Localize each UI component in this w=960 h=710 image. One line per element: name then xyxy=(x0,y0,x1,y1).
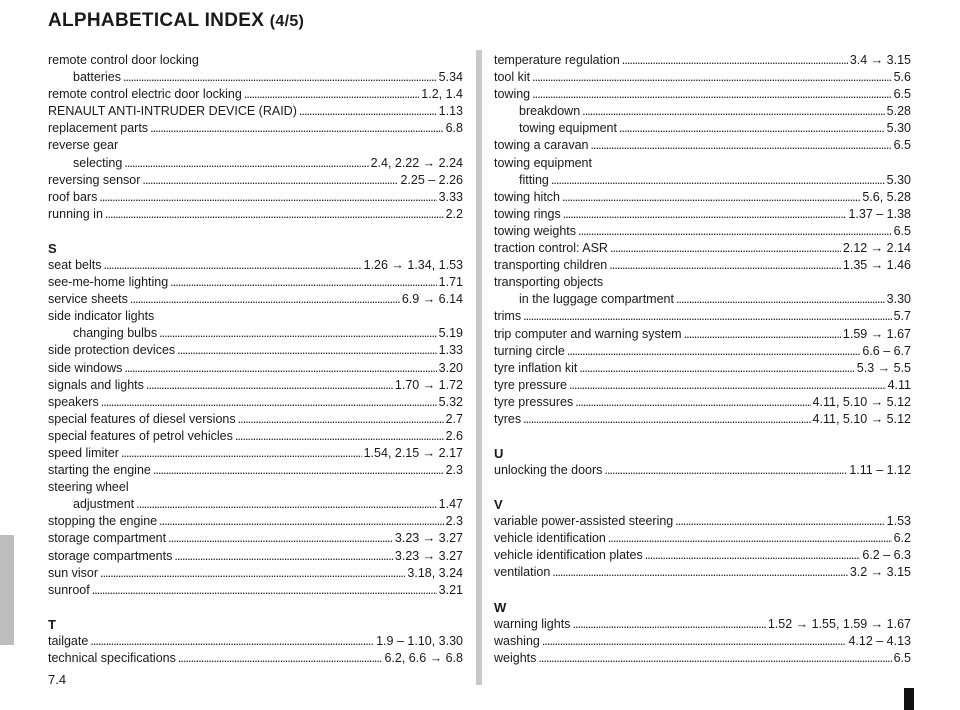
page-reference[interactable]: 3.23 → 3.27 xyxy=(394,548,463,563)
dot-leader xyxy=(567,343,860,360)
index-entry-label: tyre inflation kit xyxy=(494,360,578,375)
index-entry-label: sunroof xyxy=(48,582,90,597)
index-entry-label: trims xyxy=(494,309,522,324)
page-title xyxy=(48,10,304,32)
page-reference[interactable]: 5.30 xyxy=(886,121,911,136)
index-sub-entry[interactable] xyxy=(494,120,911,137)
page-reference[interactable]: 2.25 – 2.26 xyxy=(400,172,463,187)
index-entry-label: starting the engine xyxy=(48,463,151,478)
index-letter-heading: V xyxy=(494,497,503,513)
index-entry-label: trip computer and warning system xyxy=(494,326,682,341)
page-reference[interactable]: 2.6 xyxy=(445,428,463,443)
dot-leader xyxy=(523,411,810,428)
page-reference[interactable]: 1.9 – 1.10, 3.30 xyxy=(376,633,463,648)
index-entry-label: speed limiter xyxy=(48,445,119,460)
page-reference[interactable]: 4.11, 5.10 → 5.12 xyxy=(812,394,911,409)
index-entry-label: washing xyxy=(494,633,540,648)
dot-leader xyxy=(604,462,847,479)
index-entry[interactable] xyxy=(48,189,463,206)
index-entry-label: side indicator lights xyxy=(48,309,155,324)
dot-leader xyxy=(538,650,891,667)
index-entry[interactable] xyxy=(48,428,463,445)
index-entry[interactable] xyxy=(48,86,463,103)
page-reference[interactable]: 3.20 xyxy=(438,360,463,375)
page-reference[interactable]: 2.12 → 2.14 xyxy=(842,241,911,256)
dot-leader xyxy=(159,513,443,530)
index-entry[interactable] xyxy=(48,342,463,359)
dot-leader xyxy=(552,564,848,581)
index-entry-label: tyre pressure xyxy=(494,377,567,392)
index-letter-heading: U xyxy=(494,446,504,462)
dot-leader xyxy=(684,326,841,343)
page-reference[interactable]: 1.52 → 1.55, 1.59 → 1.67 xyxy=(767,616,911,631)
index-entry-label: remote control electric door locking xyxy=(48,87,242,102)
dot-leader xyxy=(124,155,368,172)
page-reference[interactable]: 6.8 xyxy=(445,121,463,136)
page-reference[interactable]: 3.18, 3.24 xyxy=(407,565,463,580)
page-reference[interactable]: 6.2, 6.6 → 6.8 xyxy=(384,650,463,665)
dot-leader xyxy=(532,69,891,86)
index-entry[interactable] xyxy=(48,360,463,377)
index-entry-label: technical specifications xyxy=(48,650,176,665)
dot-leader xyxy=(130,291,400,308)
dot-leader xyxy=(575,394,810,411)
index-entry-label: variable power-assisted steering xyxy=(494,514,674,529)
index-entry[interactable] xyxy=(494,650,911,667)
index-entry-label: running in xyxy=(48,206,103,221)
page-reference[interactable]: 1.33 xyxy=(438,343,463,358)
index-entry-label: temperature regulation xyxy=(494,53,620,67)
page-title-part: (4/5) xyxy=(269,13,305,30)
index-entry-label: special features of diesel versions xyxy=(48,411,236,426)
index-entry[interactable] xyxy=(48,257,463,274)
index-entry[interactable] xyxy=(494,633,911,650)
index-entry[interactable] xyxy=(48,650,463,667)
index-entry-label: batteries xyxy=(73,70,121,85)
index-entry[interactable] xyxy=(48,377,463,394)
index-entry[interactable] xyxy=(494,411,911,428)
index-entry[interactable] xyxy=(494,189,911,206)
dot-leader xyxy=(551,172,885,189)
dot-leader xyxy=(578,223,892,240)
index-heading-entry xyxy=(48,479,463,496)
dot-leader xyxy=(572,616,765,633)
page-reference[interactable]: 1.54, 2.15 → 2.17 xyxy=(363,445,463,460)
index-entry-label: reversing sensor xyxy=(48,172,141,187)
page-reference[interactable]: 1.35 → 1.46 xyxy=(842,258,911,273)
dot-leader xyxy=(121,445,362,462)
page-reference[interactable]: 2.4, 2.22 → 2.24 xyxy=(370,155,463,170)
section-tab-marker xyxy=(0,535,14,645)
column-divider xyxy=(476,50,482,685)
dot-leader xyxy=(174,548,393,565)
section-gap xyxy=(494,428,911,445)
page-reference[interactable]: 2.2 xyxy=(445,206,463,221)
dot-leader xyxy=(100,565,405,582)
index-entry[interactable] xyxy=(494,206,911,223)
dot-leader xyxy=(569,377,886,394)
index-entry-label: reverse gear xyxy=(48,138,119,153)
index-sub-entry[interactable] xyxy=(48,69,463,86)
index-entry-label: speakers xyxy=(48,394,99,409)
index-entry-label: towing rings xyxy=(494,206,561,221)
index-entry-label: towing equipment xyxy=(519,121,617,136)
dot-leader xyxy=(608,530,892,547)
page-reference[interactable]: 4.12 – 4.13 xyxy=(848,633,911,648)
index-sub-entry[interactable] xyxy=(494,172,911,189)
page-reference[interactable]: 1.53 xyxy=(886,514,911,529)
index-entry-label: warning lights xyxy=(494,616,571,631)
index-entry-label: vehicle identification plates xyxy=(494,548,643,563)
index-entry[interactable] xyxy=(494,513,911,530)
index-entry-label: selecting xyxy=(73,155,123,170)
page-reference[interactable]: 5.30 xyxy=(886,172,911,187)
dot-leader xyxy=(532,86,891,103)
index-sub-entry[interactable] xyxy=(494,291,911,308)
page-reference[interactable]: 2.7 xyxy=(445,411,463,426)
page-reference[interactable]: 2.3 xyxy=(445,514,463,529)
dot-leader xyxy=(178,650,383,667)
index-entry[interactable] xyxy=(48,274,463,291)
index-sub-entry[interactable] xyxy=(494,103,911,120)
dot-leader xyxy=(244,86,419,103)
index-entry-label: roof bars xyxy=(48,189,98,204)
page-reference[interactable]: 6.5 xyxy=(893,138,911,153)
index-entry-label: signals and lights xyxy=(48,377,144,392)
index-entry-label: towing a caravan xyxy=(494,138,589,153)
page-reference[interactable]: 4.11, 5.10 → 5.12 xyxy=(812,411,911,426)
page-reference[interactable]: 1.37 – 1.38 xyxy=(848,206,911,221)
page-reference[interactable]: 3.2 → 3.15 xyxy=(849,565,911,580)
page-reference[interactable]: 1.71 xyxy=(438,275,463,290)
page-reference[interactable]: 6.5 xyxy=(893,87,911,102)
index-entry-label: towing hitch xyxy=(494,189,561,204)
index-entry[interactable] xyxy=(48,530,463,547)
page-reference[interactable]: 1.13 xyxy=(438,104,463,119)
index-entry-label: tool kit xyxy=(494,70,531,85)
index-entry[interactable] xyxy=(494,326,911,343)
index-column-right xyxy=(494,52,911,667)
index-entry[interactable] xyxy=(494,86,911,103)
index-entry-label: traction control: ASR xyxy=(494,241,608,256)
index-entry[interactable] xyxy=(494,257,911,274)
dot-leader xyxy=(582,103,885,120)
index-entry[interactable] xyxy=(494,462,911,479)
index-entry-label: service sheets xyxy=(48,292,128,307)
index-entry-label: turning circle xyxy=(494,343,565,358)
dot-leader xyxy=(622,52,848,69)
dot-leader xyxy=(99,189,436,206)
index-entry-label: changing bulbs xyxy=(73,326,158,341)
index-entry[interactable] xyxy=(48,206,463,223)
index-entry[interactable] xyxy=(48,565,463,582)
dot-leader xyxy=(645,547,861,564)
index-entry[interactable] xyxy=(48,394,463,411)
index-entry-label: stopping the engine xyxy=(48,514,158,529)
dot-leader xyxy=(159,325,437,342)
page-reference[interactable]: 5.32 xyxy=(438,394,463,409)
dot-leader xyxy=(619,120,885,137)
page-reference[interactable]: 1.59 → 1.67 xyxy=(842,326,911,341)
page-reference[interactable]: 5.34 xyxy=(438,70,463,85)
index-sub-entry[interactable] xyxy=(48,325,463,342)
index-entry[interactable] xyxy=(494,547,911,564)
index-entry-label: storage compartments xyxy=(48,548,173,563)
index-entry-label: unlocking the doors xyxy=(494,463,603,478)
page-reference[interactable]: 6.5 xyxy=(893,223,911,238)
index-entry-label: side windows xyxy=(48,360,123,375)
index-heading-entry xyxy=(494,155,911,172)
dot-leader xyxy=(136,496,437,513)
index-entry[interactable] xyxy=(48,291,463,308)
page-reference[interactable]: 1.26 → 1.34, 1.53 xyxy=(363,257,463,272)
index-entry[interactable] xyxy=(494,137,911,154)
dot-leader xyxy=(153,462,444,479)
index-entry[interactable] xyxy=(48,103,463,120)
dot-leader xyxy=(562,189,860,206)
page-reference[interactable]: 5.6, 5.28 xyxy=(862,189,911,204)
section-gap xyxy=(494,582,911,599)
index-entry[interactable] xyxy=(48,582,463,599)
index-entry[interactable] xyxy=(48,548,463,565)
index-entry[interactable] xyxy=(48,411,463,428)
index-entry[interactable] xyxy=(48,120,463,137)
index-entry[interactable] xyxy=(48,513,463,530)
index-entry-label: ventilation xyxy=(494,565,551,580)
index-entry-label: tailgate xyxy=(48,633,89,648)
page-reference[interactable]: 3.4 → 3.15 xyxy=(849,53,911,67)
index-entry[interactable] xyxy=(494,240,911,257)
index-entry[interactable] xyxy=(494,308,911,325)
index-entry[interactable] xyxy=(494,616,911,633)
index-entry[interactable] xyxy=(494,343,911,360)
page-reference[interactable]: 5.7 xyxy=(893,309,911,324)
dot-leader xyxy=(105,206,444,223)
index-entry-label: breakdown xyxy=(519,104,581,119)
dot-leader xyxy=(150,120,444,137)
dot-leader xyxy=(92,582,437,599)
section-gap xyxy=(48,599,463,616)
index-heading-entry xyxy=(494,274,911,291)
page-reference[interactable]: 6.5 xyxy=(893,650,911,665)
index-entry-label: fitting xyxy=(519,172,549,187)
index-heading-entry xyxy=(48,52,463,69)
index-sub-entry[interactable] xyxy=(48,496,463,513)
corner-marker xyxy=(904,688,914,710)
page-title-text: ALPHABETICAL INDEX xyxy=(48,10,265,31)
page-number: 7.4 xyxy=(48,672,67,687)
index-entry-label: tyre pressures xyxy=(494,394,574,409)
page-reference[interactable]: 5.19 xyxy=(438,326,463,341)
index-entry-label: sun visor xyxy=(48,565,99,580)
index-sub-entry[interactable] xyxy=(48,155,463,172)
dot-leader xyxy=(90,633,374,650)
index-entry-label: transporting objects xyxy=(494,275,604,290)
dot-leader xyxy=(235,428,444,445)
index-entry-label: tyres xyxy=(494,411,522,426)
index-entry[interactable] xyxy=(494,394,911,411)
index-entry[interactable] xyxy=(494,52,911,69)
page-reference[interactable]: 6.2 xyxy=(893,531,911,546)
index-entry-label: adjustment xyxy=(73,497,135,512)
page-reference[interactable]: 5.28 xyxy=(886,104,911,119)
page-reference[interactable]: 6.6 – 6.7 xyxy=(862,343,911,358)
dot-leader xyxy=(170,274,436,291)
section-gap xyxy=(494,479,911,496)
index-entry-label: in the luggage compartment xyxy=(519,292,674,307)
page-reference[interactable]: 6.9 → 6.14 xyxy=(401,292,463,307)
index-entry[interactable] xyxy=(494,564,911,581)
index-letter-heading: S xyxy=(48,240,57,256)
index-entry-label: replacement parts xyxy=(48,121,149,136)
dot-leader xyxy=(610,240,841,257)
page-reference[interactable]: 6.2 – 6.3 xyxy=(862,548,911,563)
index-entry-label: towing weights xyxy=(494,223,576,238)
index-entry[interactable] xyxy=(48,633,463,650)
index-entry-label: transporting children xyxy=(494,258,608,273)
index-entry-label: steering wheel xyxy=(48,480,129,495)
page-reference[interactable]: 1.2, 1.4 xyxy=(421,87,463,102)
dot-leader xyxy=(542,633,847,650)
index-entry[interactable] xyxy=(48,445,463,462)
index-heading-entry xyxy=(48,137,463,154)
index-entry-label: RENAULT ANTI-INTRUDER DEVICE (RAID) xyxy=(48,104,297,119)
index-entry-label: vehicle identification xyxy=(494,531,606,546)
dot-leader xyxy=(168,530,393,547)
index-entry[interactable] xyxy=(494,360,911,377)
dot-leader xyxy=(142,172,398,189)
page-reference[interactable]: 1.11 – 1.12 xyxy=(849,463,911,478)
index-entry-label: towing equipment xyxy=(494,155,592,170)
index-entry-label: weights xyxy=(494,650,537,665)
page-reference[interactable]: 3.33 xyxy=(438,189,463,204)
page-reference[interactable]: 3.21 xyxy=(438,582,463,597)
index-entry-label: see-me-home lighting xyxy=(48,275,169,290)
index-entry[interactable] xyxy=(494,223,911,240)
index-entry-label: remote control door locking xyxy=(48,53,199,67)
index-entry[interactable] xyxy=(48,172,463,189)
dot-leader xyxy=(101,394,437,411)
index-letter-heading: T xyxy=(48,616,56,632)
page-reference[interactable]: 3.23 → 3.27 xyxy=(394,531,463,546)
page-reference[interactable]: 4.11 xyxy=(887,377,911,392)
dot-leader xyxy=(123,69,437,86)
dot-leader xyxy=(675,513,884,530)
page-reference[interactable]: 1.47 xyxy=(438,497,463,512)
dot-leader xyxy=(523,308,892,325)
index-letter-heading: W xyxy=(494,599,507,615)
page-reference[interactable]: 5.6 xyxy=(893,70,911,85)
dot-leader xyxy=(104,257,362,274)
dot-leader xyxy=(676,291,885,308)
index-entry[interactable] xyxy=(494,377,911,394)
index-entry-label: storage compartment xyxy=(48,531,167,546)
page-reference[interactable]: 1.70 → 1.72 xyxy=(394,377,463,392)
dot-leader xyxy=(609,257,841,274)
dot-leader xyxy=(146,377,393,394)
page-reference[interactable]: 5.3 → 5.5 xyxy=(856,360,911,375)
dot-leader xyxy=(591,137,892,154)
index-entry-label: seat belts xyxy=(48,257,102,272)
dot-leader xyxy=(177,342,437,359)
dot-leader xyxy=(299,103,437,120)
index-column-left xyxy=(48,52,463,667)
index-entry-label: towing xyxy=(494,87,531,102)
index-entry[interactable] xyxy=(494,69,911,86)
dot-leader xyxy=(124,360,436,377)
dot-leader xyxy=(563,206,847,223)
dot-leader xyxy=(238,411,444,428)
dot-leader xyxy=(579,360,854,377)
index-entry-label: side protection devices xyxy=(48,343,176,358)
index-entry[interactable] xyxy=(48,462,463,479)
index-entry[interactable] xyxy=(494,530,911,547)
index-heading-entry xyxy=(48,308,463,325)
section-gap xyxy=(48,223,463,240)
index-entry-label: special features of petrol vehicles xyxy=(48,428,233,443)
page-reference[interactable]: 3.30 xyxy=(886,292,911,307)
page-reference[interactable]: 2.3 xyxy=(445,463,463,478)
